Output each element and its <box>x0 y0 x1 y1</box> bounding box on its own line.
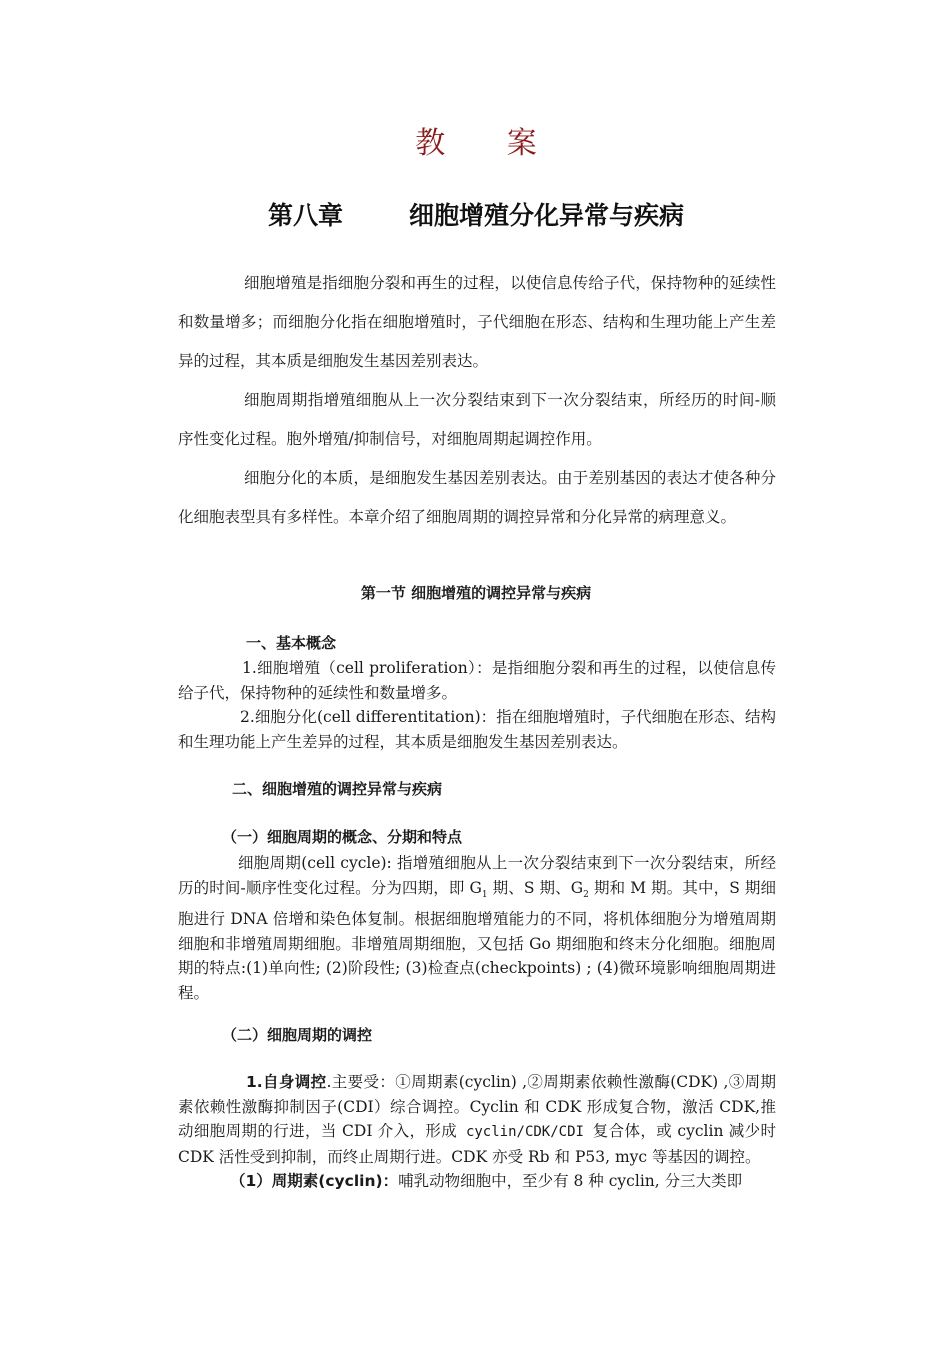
chapter-number: 第八章 <box>267 201 343 230</box>
cell-cycle-paragraph <box>178 851 776 1005</box>
cyclin-text: 哺乳动物细胞中，至少有 8 种 cyclin, 分三大类即 <box>398 1172 743 1190</box>
heading-cell-cycle-concept: （一）细胞周期的概念、分期和特点 <box>222 828 463 846</box>
intro-paragraph: 细胞增殖是指细胞分裂和再生的过程，以使信息传给子代，保持物种的延续性和数量增多；而细胞分化指在细胞增殖时，子代细胞在形态、结构和生理功能上产生差异的过程，其本质是细胞发生基因差别表达。 <box>178 274 776 370</box>
heading-cell-cycle-regulation: （二）细胞周期的调控 <box>222 1026 373 1044</box>
section-heading: 第一节 细胞增殖的调控异常与疾病 <box>360 584 592 602</box>
subscript: 2 <box>583 889 589 900</box>
heading-basic-concepts: 一、基本概念 <box>246 634 337 652</box>
concept-item: 2.细胞分化(cell differentitation)：指在细胞增殖时，子代细胞在形态、结构和生理功能上产生差异的过程，其本质是细胞发生基因差别表达。 <box>178 708 776 751</box>
cell-cycle-body <box>178 851 776 1005</box>
concept-item: 1.细胞增殖（cell proliferation）：是指细胞分裂和再生的过程，以使信息传给子代，保持物种的延续性和数量增多。 <box>178 659 776 702</box>
complex-formula: cyclin/CDK/CDI <box>457 1124 593 1140</box>
basic-concepts-body <box>178 656 776 754</box>
self-regulation-text: 复合体，或 cyclin 减少时 CDK 活性受到抑制，而终止周期行进。CDK 亦受 Rb 和 P53, myc 等基因的调控。 <box>178 1122 776 1166</box>
subscript: 1 <box>481 889 488 900</box>
intro-paragraph: 细胞分化的本质，是细胞发生基因差别表达。由于差别基因的表达才使各种分化细胞表型具有多样性。本章介绍了细胞周期的调控异常和分化异常的病理意义。 <box>178 469 776 526</box>
cyclin-paragraph <box>178 1169 776 1194</box>
intro-paragraph: 细胞周期指增殖细胞从上一次分裂结束到下一次分裂结束，所经历的时间-顺序性变化过程。胞外增殖/抑制信号，对细胞周期起调控作用。 <box>178 391 776 448</box>
cell-cycle-text: 期和 M 期。其中，S 期细胞进行 DNA 倍增和染色体复制。根据细胞增殖能力的不同，将机体细胞分为增殖周期细胞和非增殖周期细胞。非增殖周期细胞，又包括 Go 期细胞和终末分化细胞。细胞周期的特点:(1)单向性; (2)阶段性; (3)检查点(checkpoints) ; (4)微环境影响细胞周期进程。 <box>178 878 776 1002</box>
chapter-name: 细胞增殖分化异常与疾病 <box>409 201 685 230</box>
document-title: 教 案 <box>415 126 563 161</box>
cell-cycle-text: 期、S 期、G <box>487 878 584 897</box>
intro-text <box>178 264 776 537</box>
self-regulation-label: 1.自身调控 <box>246 1073 327 1091</box>
chapter-heading <box>0 196 952 232</box>
cell-cycle-text: 细胞周期(cell cycle): 指增殖细胞从上一次分裂结束到下一次分裂结束，所经历的时间-顺序性变化过程。分为四期，即 G <box>178 854 776 897</box>
self-regulation-text: .主要受：①周期素(cyclin) ,②周期素依赖性激酶(CDK) ,③周期素依赖性激酶抑制因子(CDI）综合调控。Cyclin 和 CDK 形成复合物，激活 CDK,推动细胞周期的行进，当 CDI 介入，形成 <box>178 1073 776 1140</box>
self-regulation-paragraph <box>178 1070 776 1169</box>
heading-regulation-disorders: 二、细胞增殖的调控异常与疾病 <box>232 780 443 798</box>
regulation-body <box>178 1070 776 1194</box>
cyclin-label: （1）周期素(cyclin)： <box>230 1172 399 1190</box>
